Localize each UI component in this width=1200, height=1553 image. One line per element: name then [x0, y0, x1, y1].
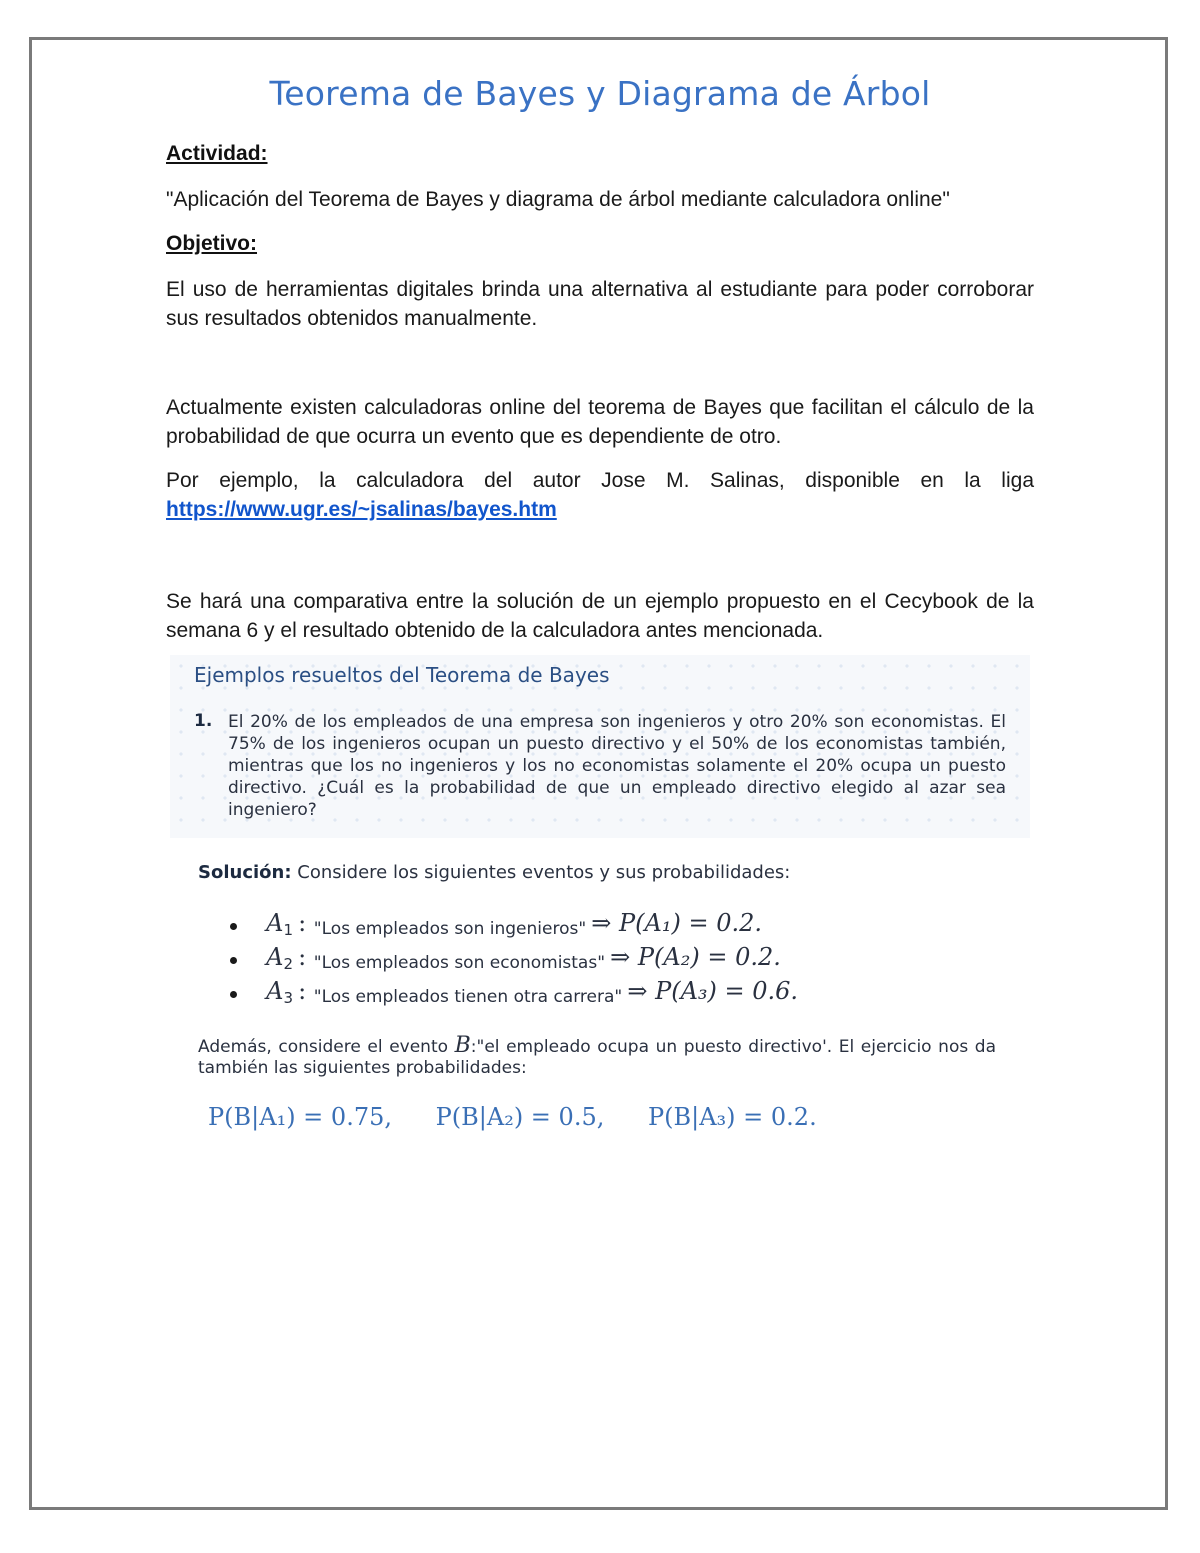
conditional-probability: P(B|A₁) = 0.75,: [208, 1103, 392, 1131]
objetivo-text: El uso de herramientas digitales brinda una alternativa al estudiante para poder corroborar sus resultados obtenidos manualmente.: [166, 278, 1034, 330]
event-symbol: A: [266, 943, 284, 971]
event-index: 2: [283, 955, 293, 973]
ademas-text: Además, considere el evento: [198, 1037, 449, 1057]
event-row: A1 : "Los empleados son ingenieros" ⇒ P(A₁) = 0.2.: [230, 909, 762, 943]
event-probability: P(A₃) = 0.6.: [655, 977, 799, 1005]
event-probability: P(A₂) = 0.2.: [637, 943, 781, 971]
event-index: 3: [283, 989, 293, 1007]
example-screenshot: [170, 655, 1030, 1150]
event-row: A3 : "Los empleados tienen otra carrera" ⇒ P(A₃) = 0.6.: [230, 977, 798, 1011]
conditional-probability: P(B|A₂) = 0.5,: [435, 1103, 605, 1131]
paragraph-link-intro: Por ejemplo, la calculadora del autor Jose M. Salinas, disponible en la liga: [166, 469, 1034, 492]
example-number: 1.: [194, 711, 213, 731]
bullet-icon: [230, 923, 237, 930]
objetivo-heading: Objetivo:: [166, 232, 258, 255]
event-symbol: A: [266, 909, 284, 937]
paragraph-calculators: Actualmente existen calculadoras online del teorema de Bayes que facilitan el cálculo de la probabilidad de que ocurra un evento que es dependiente de otro.: [166, 396, 1034, 448]
event-b-symbol: B: [454, 1033, 471, 1058]
example-problem-panel: [170, 655, 1030, 838]
event-description: "Los empleados tienen otra carrera": [313, 987, 623, 1007]
solution-label: Solución:: [198, 862, 292, 883]
ademas-text-continued: :"el empleado ocupa un puesto directivo'. El ejercicio nos da también las siguientes probabilidades:: [198, 1037, 996, 1078]
conditional-probability: P(B|A₃) = 0.2.: [647, 1103, 817, 1131]
event-symbol: A: [266, 977, 284, 1005]
bullet-icon: [230, 991, 237, 998]
event-description: "Los empleados son ingenieros": [313, 919, 587, 939]
event-index: 1: [283, 921, 293, 939]
conditional-probabilities: [208, 1103, 853, 1131]
actividad-text: "Aplicación del Teorema de Bayes y diagrama de árbol mediante calculadora online": [166, 188, 950, 211]
solution-text: Considere los siguientes eventos y sus probabilidades:: [297, 862, 791, 883]
actividad-heading: Actividad:: [166, 142, 268, 165]
calculator-link[interactable]: https://www.ugr.es/~jsalinas/bayes.htm: [166, 498, 557, 521]
document-title: Teorema de Bayes y Diagrama de Árbol: [269, 74, 931, 113]
event-description: "Los empleados son economistas": [313, 953, 606, 973]
event-b-paragraph: [198, 1035, 996, 1079]
solution-line: [198, 862, 790, 883]
bullet-icon: [230, 957, 237, 964]
event-probability: P(A₁) = 0.2.: [619, 909, 762, 937]
paragraph-example-link: [166, 466, 1034, 524]
example-problem-text: El 20% de los empleados de una empresa son ingenieros y otro 20% son economistas. El 75% de los ingenieros ocupan un puesto directivo y el 50% de los economistas también, mientras que los no ingenieros y los no economistas solamente el 20% ocupa un puesto directivo. ¿Cuál es la probabilidad de que un empleado directivo elegido al azar sea ingeniero?: [228, 712, 1006, 820]
example-heading: Ejemplos resueltos del Teorema de Bayes: [194, 663, 610, 687]
event-row: A2 : "Los empleados son economistas" ⇒ P(A₂) = 0.2.: [230, 943, 781, 977]
paragraph-comparison: Se hará una comparativa entre la solución de un ejemplo propuesto en el Cecybook de la semana 6 y el resultado obtenido de la calculadora antes mencionada.: [166, 590, 1034, 642]
